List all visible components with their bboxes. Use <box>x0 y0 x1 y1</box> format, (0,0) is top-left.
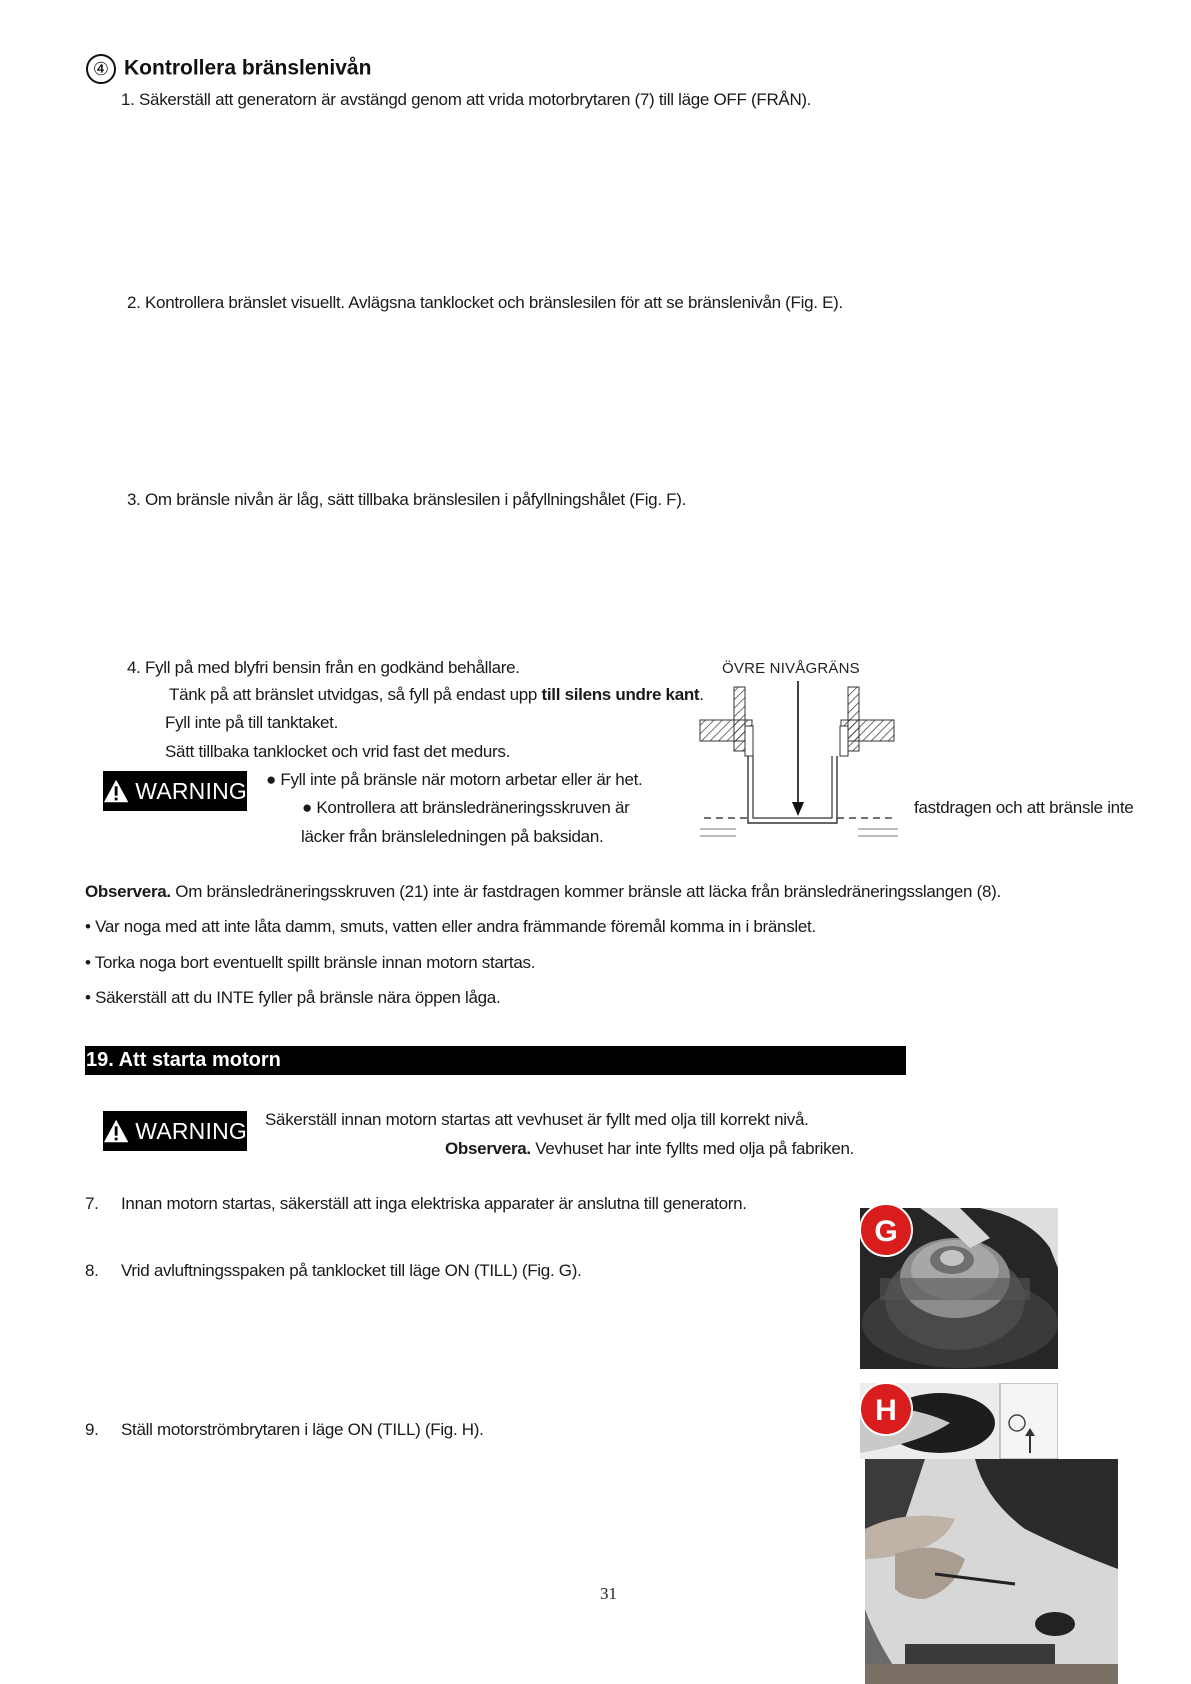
bullet-item: • Var noga med att inte låta damm, smuts, vatten eller andra främmande föremål komma in i bränslet. <box>85 917 816 936</box>
bullet-item: • Torka noga bort eventuellt spillt bränsle innan motorn startas. <box>85 953 536 972</box>
step-8-text: Vrid avluftningsspaken på tanklocket till läge ON (TILL) (Fig. G). <box>121 1261 582 1280</box>
warning-line-2: ● Kontrollera att bränsledräneringsskruven är <box>302 798 630 817</box>
step-8-number: 8. <box>85 1261 99 1280</box>
observe-note: Observera. Om bränsledräneringsskruven (21) inte är fastdragen kommer bränsle att läcka från bränsledräneringsslangen (8). <box>85 882 1001 901</box>
step-1: 1. Säkerställ att generatorn är avstängd genom att vrida motorbrytaren (7) till läge OFF (FRÅN). <box>121 90 812 109</box>
step-7-text: Innan motorn startas, säkerställ att inga elektriska apparater är anslutna till generatorn. <box>121 1194 747 1213</box>
fuel-level-diagram <box>696 678 906 843</box>
warning-line-1: ● Fyll inte på bränsle när motorn arbetar eller är het. <box>266 770 643 789</box>
step-4-line-2: Tänk på att bränslet utvidgas, så fyll på endast upp till silens undre kant. <box>169 685 704 704</box>
figure-h-photo-bottom <box>865 1459 1118 1684</box>
figure-h-badge: H <box>859 1382 913 1436</box>
warning-badge: WARNING <box>103 1111 247 1151</box>
warning-triangle-icon <box>103 1118 129 1144</box>
oil-observe-note: Observera. Vevhuset har inte fyllts med olja på fabriken. <box>445 1139 855 1158</box>
diagram-label: ÖVRE NIVÅGRÄNS <box>722 660 860 677</box>
step-3: 3. Om bränsle nivån är låg, sätt tillbaka bränslesilen i påfyllningshålet (Fig. F). <box>127 490 687 509</box>
emphasis: till silens undre kant <box>541 685 700 704</box>
circled-number: ④ <box>86 54 116 84</box>
warning-badge: WARNING <box>103 771 247 811</box>
step-4-line-4: Sätt tillbaka tanklocket och vrid fast det medurs. <box>165 742 511 761</box>
generator-panel-illustration <box>865 1459 1118 1684</box>
section-19-title: 19. Att starta motorn <box>86 1049 281 1071</box>
step-4-line-3: Fyll inte på till tanktaket. <box>165 713 339 732</box>
bullet-item: • Säkerställ att du INTE fyller på bränsle nära öppen låga. <box>85 988 501 1007</box>
section-heading <box>86 54 371 84</box>
section-19-heading-bar <box>85 1046 906 1075</box>
step-9-text: Ställ motorströmbrytaren i läge ON (TILL) (Fig. H). <box>121 1420 484 1439</box>
warning-line-2-continued: fastdragen och att bränsle inte <box>914 798 1134 817</box>
page-number: 31 <box>600 1584 617 1603</box>
figure-g-badge: G <box>859 1203 913 1257</box>
section-title: Kontrollera bränslenivån <box>124 56 372 80</box>
step-9-number: 9. <box>85 1420 99 1439</box>
step-2: 2. Kontrollera bränslet visuellt. Avlägsna tanklocket och bränslesilen för att se bränslenivån (Fig. E). <box>127 293 843 312</box>
observe-label: Observera. <box>85 882 171 901</box>
warning-line-3: läcker från bränsleledningen på baksidan. <box>301 827 604 846</box>
oil-warning-text: Säkerställ innan motorn startas att vevhuset är fyllt med olja till korrekt nivå. <box>265 1110 809 1129</box>
warning-triangle-icon <box>103 778 129 804</box>
step-7-number: 7. <box>85 1194 99 1213</box>
step-4: 4. Fyll på med blyfri bensin från en godkänd behållare. <box>127 658 520 677</box>
